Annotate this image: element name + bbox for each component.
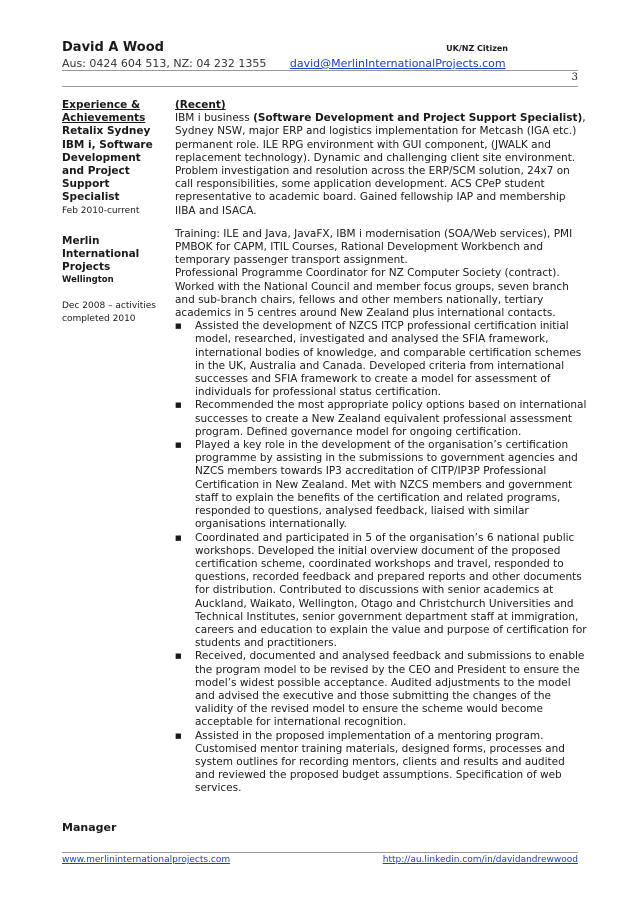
- page-header: [62, 40, 578, 70]
- website-link[interactable]: www.merlininternationalprojects.com: [62, 855, 231, 865]
- email-link[interactable]: david@MerlinInternationalProjects.com: [289, 57, 506, 70]
- experience-heading: Experience & Achievements: [62, 99, 146, 125]
- list-item: ■ Assisted in the proposed implementation of a mentoring program. Customised mentor training materials, designed forms, processes and system outlines for recording mentors, clients and results and audited and reviewed the proposed budget assumptions. Specification of web services.: [175, 729, 565, 795]
- retalix-dates: Feb 2010-current: [62, 205, 140, 216]
- list-item: ■ Coordinated and participated in 5 of the organisation’s 6 national public workshops. Developed the initial overview document of the proposed certification scheme, coordinated workshops and travel, responded to questions, recorded feedback and prepared reports and other documents for distribution. Contributed to discussions with senior academics at Auckland, Waikato, Wellington, Otago and Christchurch Universities and Technical Institutes, senior government department staff at immigration, careers and education to explain the value and purpose of certification for students and practitioners.: [175, 531, 587, 650]
- header-divider-lower: [62, 86, 578, 87]
- square-bullet-icon: ■: [175, 441, 182, 450]
- linkedin-link[interactable]: http://au.linkedin.com/in/davidandrewwood: [382, 855, 578, 865]
- square-bullet-icon: ■: [175, 652, 182, 661]
- recent-label: (Recent): [175, 99, 226, 111]
- merlin-org: Merlin International Projects: [62, 234, 140, 274]
- footer-divider: [62, 852, 578, 853]
- left-column: [62, 99, 172, 326]
- square-bullet-icon: ■: [175, 533, 182, 542]
- list-item: ■ Recommended the most appropriate policy options based on international successes to create a New Zealand equivalent professional assessment program. Defined governance model for ongoing certification.: [175, 399, 587, 438]
- achievement-list: [175, 320, 587, 795]
- page-number: 3: [571, 72, 578, 83]
- main-column: [175, 99, 587, 796]
- merlin-location: Wellington: [62, 275, 114, 286]
- list-item: ■ Received, documented and analysed feedback and submissions to enable the program model to be revised by the CEO and President to ensure the model’s widest possible acceptance. Audited adjustments to the model and advised the executive and those submitting the changes of the validity of the revised model to ensure the scheme would become acceptable for international recognition.: [175, 650, 585, 729]
- phone-numbers: Aus: 0424 604 513, NZ: 04 232 1355: [62, 57, 267, 70]
- ibm-paragraph: IBM i business (Software Development and Project Support Specialist), Sydney NSW, major ERP and logistics implementation for Metcash (IGA etc.) permanent role. ILE RPG environment with GUI component, (JWALK and replacement technology). Dynamic and challenging client site environment. Problem investigation and resolution across the ERP/SCM solution, 24x7 on call responsibilities, some application development. ACS CPeP student representative to academic board. Gained fellowship IAP and membership IIBA and ISACA.: [175, 112, 586, 217]
- list-item: ■ Played a key role in the development of the organisation’s certification programme by assisting in the submissions to government agencies and NZCS members towards IP3 accreditation of CITP/IP3P Professional Certification in New Zealand. Met with NZCS members and government staff to explain the benefits of the certification and related programs, responded to questions, analysed feedback, liaised with similar organisations internationally.: [175, 439, 578, 531]
- author-name: David A Wood: [62, 40, 164, 55]
- page-footer: [62, 855, 578, 865]
- contact-row: [62, 57, 578, 70]
- retalix-org: Retalix Sydney IBM i, Software Development and Project Support Specialist: [62, 125, 153, 204]
- merlin-dates: Dec 2008 – activities completed 2010: [62, 300, 156, 324]
- training-paragraph: Training: ILE and Java, JavaFX, IBM i modernisation (SOA/Web services), PMI PMBOK for CAPM, ITIL Courses, Rational Development Workbench and temporary passenger transport assignment.: [175, 227, 573, 267]
- coordinator-paragraph: Professional Programme Coordinator for NZ Computer Society (contract). Worked with the National Council and member focus groups, seven branch and sub-branch chairs, fellows and other members nationally, tertiary academics in 5 centres around New Zealand plus international contacts.: [175, 267, 569, 320]
- square-bullet-icon: ■: [175, 322, 182, 331]
- name-row: [62, 40, 578, 55]
- square-bullet-icon: ■: [175, 731, 182, 740]
- square-bullet-icon: ■: [175, 401, 182, 410]
- manager-heading: Manager: [62, 821, 117, 834]
- header-divider: [62, 70, 578, 71]
- list-item: ■ Assisted the development of NZCS ITCP professional certification initial model, researched, investigated and analysed the SFIA framework, international bodies of knowledge, and comparable certification schemes in the UK, Australia and Canada. Developed criteria from international successes and SFIA framework to create a model for assessment of individuals for professional status certification.: [175, 320, 582, 399]
- citizenship: UK/NZ Citizen: [446, 44, 508, 53]
